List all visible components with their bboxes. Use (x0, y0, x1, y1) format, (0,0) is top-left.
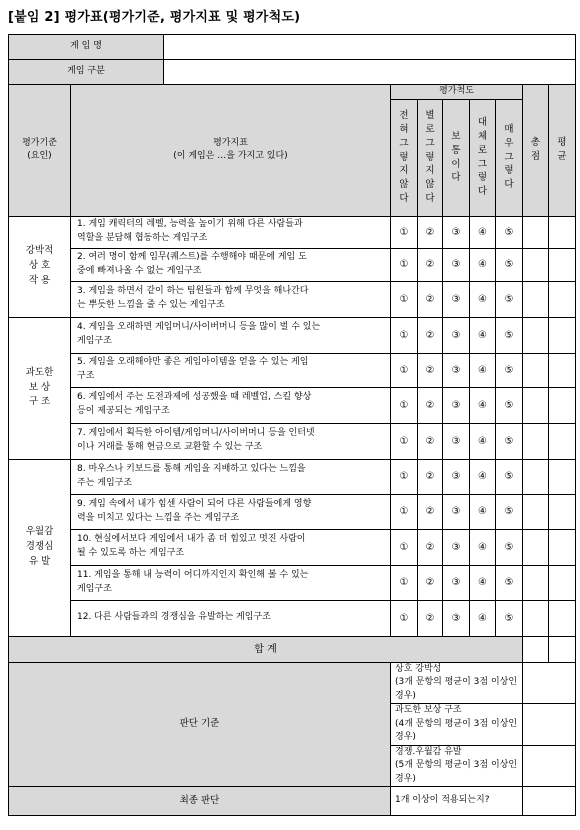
item-text (71, 317, 391, 353)
scale-col-header-char: 렇 (504, 165, 514, 177)
total-score-cell[interactable] (523, 353, 549, 387)
scale-col-header-char: 별 (425, 110, 435, 122)
category-label (9, 317, 71, 459)
scale-col-header-char: 보 (451, 130, 461, 142)
scale-option-1[interactable]: ① (391, 565, 418, 600)
scale-option-1[interactable]: ① (391, 459, 418, 494)
scale-option-2[interactable]: ② (418, 248, 443, 281)
scale-col-header-char: 렇 (477, 172, 488, 184)
item-text-line: 12. 다른 사람들과의 경쟁심을 유발하는 게임구조 (77, 612, 271, 623)
scale-option-5[interactable]: ⑤ (496, 600, 523, 636)
total-score-cell[interactable] (523, 565, 549, 600)
scale-option-1[interactable]: ① (391, 529, 418, 565)
item-text-line: 될 수 있도록 하는 게임구조 (77, 548, 185, 558)
scale-col-header-char: 전 (399, 110, 409, 122)
item-text (71, 216, 391, 248)
scale-option-5[interactable]: ⑤ (496, 459, 523, 494)
item-text-line: 역할을 분담해 협동하는 게임구조 (77, 233, 208, 243)
judgment-criterion-line: 경쟁.우월감 유발 (395, 746, 462, 757)
scale-option-2[interactable]: ② (418, 216, 443, 248)
judgment-criterion (391, 662, 523, 704)
judgment-result-cell[interactable] (523, 662, 576, 704)
indicator-header (71, 85, 391, 217)
scale-option-4[interactable]: ④ (470, 600, 496, 636)
scale-option-5[interactable]: ⑤ (496, 248, 523, 281)
scale-option-3[interactable]: ③ (443, 565, 470, 600)
scale-option-3[interactable]: ③ (443, 281, 470, 317)
scale-col-header-char: 렇 (425, 151, 435, 163)
judgment-criterion (391, 745, 523, 787)
game-name-row (9, 35, 576, 60)
item-text-line: 게임구조 (77, 336, 112, 346)
judgment-criterion-line: 과도한 보상 구조 (395, 705, 462, 715)
total-header-char: 점 (530, 151, 541, 163)
scale-option-3[interactable]: ③ (443, 459, 470, 494)
scale-option-1[interactable]: ① (391, 600, 418, 636)
item-row (9, 317, 576, 353)
sum-average-cell[interactable] (549, 636, 576, 662)
scale-col-header-char: 우 (504, 137, 514, 149)
item-row (9, 248, 576, 281)
total-score-cell[interactable] (523, 216, 549, 248)
scale-option-5[interactable]: ⑤ (496, 565, 523, 600)
document-title: [붙임 2] 평가표(평가기준, 평가지표 및 평가척도) (8, 10, 301, 25)
item-text-line: 10. 현실에서보다 게임에서 내가 좀 더 힘있고 멋진 사람이 (77, 534, 306, 545)
item-row (9, 459, 576, 494)
scale-option-4[interactable]: ④ (470, 423, 496, 459)
scale-option-3[interactable]: ③ (443, 387, 470, 423)
scale-header: 평가척도 (391, 85, 523, 100)
scale-col-header-char: 이 (451, 158, 461, 170)
item-row (9, 281, 576, 317)
scale-col-header-4 (470, 99, 496, 216)
scale-col-header-char: 렇 (399, 151, 409, 163)
item-text-line: 는 뿌듯한 느낌을 줄 수 있는 게임구조 (77, 300, 225, 310)
scale-option-2[interactable]: ② (418, 423, 443, 459)
judgment-row (9, 662, 576, 704)
scale-col-header-char: 다 (425, 192, 435, 204)
game-type-row (9, 60, 576, 85)
sum-total-cell[interactable] (523, 636, 549, 662)
scale-col-header-char: 매 (504, 124, 514, 136)
item-text-line: 력을 미치고 있다는 느낌을 주는 게임구조 (77, 512, 240, 523)
scale-col-header-3 (443, 99, 470, 216)
total-score-cell[interactable] (523, 494, 549, 529)
total-score-cell[interactable] (523, 423, 549, 459)
category-label-line-char: 경쟁심 (25, 541, 54, 553)
average-cell[interactable] (549, 565, 576, 600)
scale-col-header-2 (418, 99, 443, 216)
category-label-line-char: 과도한 (25, 366, 54, 378)
scale-option-2[interactable]: ② (418, 353, 443, 387)
item-row (9, 494, 576, 529)
total-score-header (523, 85, 549, 217)
scale-col-header-5 (496, 99, 523, 216)
game-name-label: 게 임 명 (9, 35, 164, 60)
judgment-criterion-line: (5개 문항의 평균이 3점 이상인 경우) (395, 760, 518, 784)
scale-col-header-char: 다 (451, 172, 461, 184)
scale-col-header-char: 않 (425, 179, 435, 191)
scale-option-3[interactable]: ③ (443, 353, 470, 387)
category-label-line-char: 우월감 (25, 526, 54, 538)
total-score-cell[interactable] (523, 317, 549, 353)
scale-option-2[interactable]: ② (418, 459, 443, 494)
item-row (9, 353, 576, 387)
item-text (71, 353, 391, 387)
scale-col-header-1 (391, 99, 418, 216)
scale-option-1[interactable]: ① (391, 387, 418, 423)
average-cell[interactable] (549, 600, 576, 636)
item-text-line: 등이 제공되는 게임구조 (77, 406, 170, 416)
category-label-line-char: 상 호 (28, 260, 51, 272)
item-text (71, 494, 391, 529)
average-header (549, 85, 576, 217)
category-label-line-char: 구 조 (28, 396, 51, 408)
average-cell[interactable] (549, 423, 576, 459)
item-text-line: 주는 게임구조 (77, 477, 133, 488)
scale-option-4[interactable]: ④ (470, 281, 496, 317)
scale-col-header-char: 혀 (399, 124, 409, 136)
category-label (9, 459, 71, 636)
scale-col-header-char: 다 (399, 192, 409, 204)
scale-option-1[interactable]: ① (391, 317, 418, 353)
item-row (9, 216, 576, 248)
scale-option-3[interactable]: ③ (443, 494, 470, 529)
item-text (71, 565, 391, 600)
scale-option-1[interactable]: ① (391, 353, 418, 387)
item-text-line: 5. 게임을 오래해야만 좋은 게임아이템을 얻을 수 있는 게임 (77, 357, 309, 368)
scale-option-4[interactable]: ④ (470, 353, 496, 387)
scale-option-5[interactable]: ⑤ (496, 529, 523, 565)
sum-row (9, 636, 576, 662)
item-text (71, 459, 391, 494)
scale-option-1[interactable]: ① (391, 216, 418, 248)
scale-option-5[interactable]: ⑤ (496, 216, 523, 248)
total-score-cell[interactable] (523, 281, 549, 317)
total-score-cell[interactable] (523, 529, 549, 565)
scale-col-header-char: 그 (399, 137, 409, 149)
judgment-criterion (391, 704, 523, 746)
scale-option-1[interactable]: ① (391, 248, 418, 281)
average-cell[interactable] (549, 317, 576, 353)
final-result-cell[interactable] (523, 787, 576, 816)
scale-option-1[interactable]: ① (391, 423, 418, 459)
total-score-cell[interactable] (523, 600, 549, 636)
scale-option-4[interactable]: ④ (470, 529, 496, 565)
total-header-char: 총 (530, 137, 541, 149)
item-text (71, 387, 391, 423)
sum-label: 합 계 (9, 636, 523, 662)
evaluation-table (8, 34, 576, 816)
item-row (9, 600, 576, 636)
final-question: 1개 이상이 적용되는지? (391, 787, 523, 816)
item-row (9, 423, 576, 459)
scale-option-4[interactable]: ④ (470, 387, 496, 423)
scale-option-5[interactable]: ⑤ (496, 281, 523, 317)
item-text-line: 6. 게임에서 주는 도전과제에 성공했을 때 레벨업, 스킬 향상 (77, 392, 312, 403)
scale-col-header-char: 그 (425, 137, 435, 149)
category-label-line-char: 강박적 (25, 245, 54, 257)
scale-col-header-char: 대 (477, 117, 488, 129)
scale-col-header-char: 통 (451, 144, 461, 156)
indicator-header-line1: 평가지표 (213, 137, 248, 148)
item-row (9, 565, 576, 600)
item-text-line: 2. 여러 명이 함께 임무(퀘스트)를 수행해야 때문에 게임 도 (77, 251, 307, 262)
game-name-field[interactable] (164, 35, 576, 60)
scale-option-4[interactable]: ④ (470, 216, 496, 248)
average-cell[interactable] (549, 216, 576, 248)
judgment-result-cell[interactable] (523, 745, 576, 787)
item-text (71, 423, 391, 459)
item-text-line: 3. 게임을 하면서 같이 하는 팀원들과 함께 무엇을 해나간다 (77, 286, 309, 297)
scale-option-5[interactable]: ⑤ (496, 387, 523, 423)
average-cell[interactable] (549, 494, 576, 529)
scale-col-header-char: 않 (399, 179, 409, 191)
total-score-cell[interactable] (523, 387, 549, 423)
average-cell[interactable] (549, 529, 576, 565)
scale-option-1[interactable]: ① (391, 494, 418, 529)
scale-option-2[interactable]: ② (418, 281, 443, 317)
final-label: 최종 판단 (9, 787, 391, 816)
criteria-header-line2: (요인) (27, 151, 52, 162)
item-text-line: 1. 게임 캐릭터의 레벨, 능력을 높이기 위해 다른 사람들과 (77, 219, 303, 230)
scale-option-4[interactable]: ④ (470, 459, 496, 494)
total-score-cell[interactable] (523, 248, 549, 281)
scale-option-1[interactable]: ① (391, 281, 418, 317)
item-text (71, 529, 391, 565)
scale-option-5[interactable]: ⑤ (496, 423, 523, 459)
item-text (71, 281, 391, 317)
judgment-criterion-line: 상호 강박성 (395, 663, 442, 674)
judgment-label: 판단 기준 (9, 662, 391, 787)
scale-option-2[interactable]: ② (418, 565, 443, 600)
scale-col-header-char: 다 (477, 186, 488, 198)
game-type-label: 게임 구분 (9, 60, 164, 85)
scale-col-header-char: 로 (425, 124, 435, 136)
header-row-1 (9, 85, 576, 100)
scale-option-5[interactable]: ⑤ (496, 317, 523, 353)
judgment-criterion-line: (3개 문항의 평균이 3점 이상인 경우) (395, 677, 518, 701)
game-type-field[interactable] (164, 60, 576, 85)
average-cell[interactable] (549, 387, 576, 423)
item-text-line: 4. 게임을 오래하면 게임머니/사이버머니 등을 많이 벌 수 있는 (77, 322, 321, 333)
scale-option-4[interactable]: ④ (470, 317, 496, 353)
item-text-line: 7. 게임에서 획득한 아이템/게임머니/사이버머니 등을 인터넷 (77, 428, 315, 439)
scale-option-2[interactable]: ② (418, 317, 443, 353)
item-text-line: 8. 마우스나 키보드를 통해 게임을 지배하고 있다는 느낌을 (77, 463, 306, 474)
scale-col-header-char: 로 (477, 144, 488, 156)
average-cell[interactable] (549, 281, 576, 317)
category-label (9, 216, 71, 317)
total-score-cell[interactable] (523, 459, 549, 494)
scale-option-2[interactable]: ② (418, 494, 443, 529)
item-text-line: 11. 게임을 통해 내 능력이 어디까지인지 확인해 볼 수 있는 (77, 569, 309, 580)
scale-option-2[interactable]: ② (418, 387, 443, 423)
scale-option-3[interactable]: ③ (443, 317, 470, 353)
scale-option-3[interactable]: ③ (443, 529, 470, 565)
average-cell[interactable] (549, 353, 576, 387)
scale-option-4[interactable]: ④ (470, 494, 496, 529)
scale-col-header-char: 체 (477, 130, 488, 142)
scale-option-3[interactable]: ③ (443, 600, 470, 636)
item-row (9, 387, 576, 423)
scale-option-5[interactable]: ⑤ (496, 353, 523, 387)
item-text-line: 구조 (77, 371, 95, 381)
category-label-line-char: 보 상 (28, 381, 51, 393)
judgment-criterion-line: (4개 문항의 평균이 3점 이상인 경우) (395, 718, 518, 742)
scale-col-header-char: 다 (504, 179, 514, 191)
scale-col-header-char: 그 (504, 151, 514, 163)
item-row (9, 529, 576, 565)
scale-option-3[interactable]: ③ (443, 248, 470, 281)
average-header-char: 평 (557, 137, 567, 149)
criteria-header-line1: 평가기준 (22, 137, 57, 148)
item-text-line: 게임구조 (77, 583, 112, 594)
judgment-result-cell[interactable] (523, 704, 576, 746)
average-cell[interactable] (549, 248, 576, 281)
item-text-line: 이나 거래를 통해 현금으로 교환할 수 있는 구조 (77, 442, 263, 452)
item-text-line: 9. 게임 속에서 내가 힘센 사람이 되어 다른 사람들에게 영향 (77, 498, 312, 509)
criteria-header (9, 85, 71, 217)
scale-option-4[interactable]: ④ (470, 565, 496, 600)
scale-option-2[interactable]: ② (418, 529, 443, 565)
final-row (9, 787, 576, 816)
scale-col-header-char: 지 (425, 165, 435, 177)
scale-option-4[interactable]: ④ (470, 248, 496, 281)
scale-option-3[interactable]: ③ (443, 423, 470, 459)
scale-col-header-char: 지 (399, 165, 409, 177)
average-header-char: 균 (557, 151, 567, 163)
average-cell[interactable] (549, 459, 576, 494)
category-label-line-char: 작 용 (28, 274, 51, 286)
item-text-line: 중에 빠져나올 수 없는 게임구조 (77, 265, 202, 276)
scale-col-header-char: 그 (477, 158, 488, 170)
indicator-header-line2: (이 게임은 …을 가지고 있다) (173, 151, 288, 162)
scale-option-5[interactable]: ⑤ (496, 494, 523, 529)
scale-option-3[interactable]: ③ (443, 216, 470, 248)
category-label-line-char: 유 발 (28, 555, 51, 567)
scale-option-2[interactable]: ② (418, 600, 443, 636)
item-text (71, 248, 391, 281)
item-text (71, 600, 391, 636)
